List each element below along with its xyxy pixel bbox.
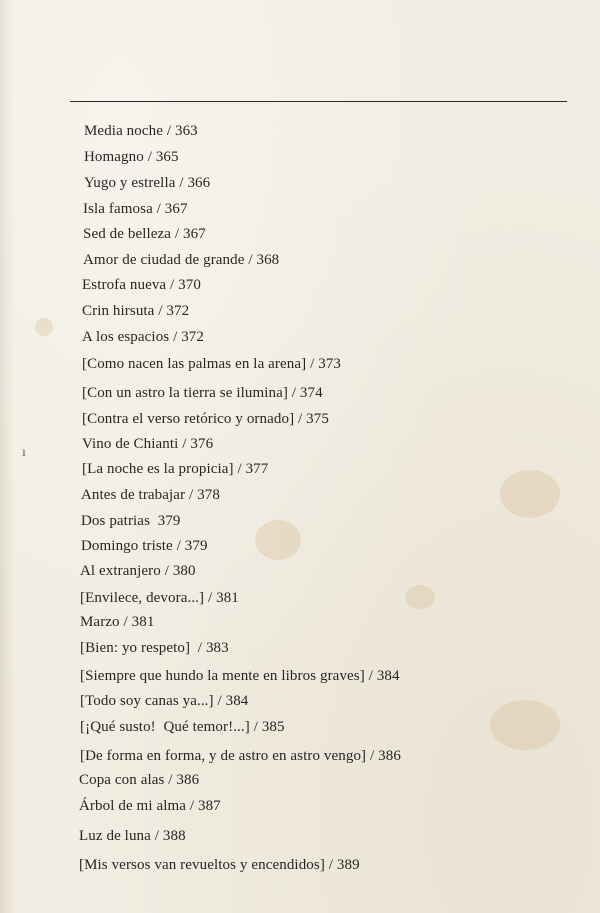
entry-separator: /: [185, 487, 198, 503]
toc-entry: [82, 276, 201, 294]
page-number: 372: [181, 329, 205, 345]
page-number: 388: [162, 828, 186, 844]
entry-separator: /: [160, 563, 173, 579]
entry-separator: /: [166, 277, 179, 293]
entry-title: Domingo triste: [81, 538, 173, 554]
page-number: 363: [174, 123, 198, 139]
toc-entry: [82, 384, 323, 402]
entry-title: Al extranjero: [80, 563, 161, 579]
page-number: 380: [172, 563, 196, 579]
entry-title: A los espacios: [82, 329, 170, 345]
entry-title: Luz de luna: [79, 828, 151, 844]
page-number: 383: [205, 640, 229, 656]
entry-title: Marzo: [80, 614, 120, 630]
page-number: 372: [166, 303, 190, 319]
page-number: 365: [155, 149, 179, 165]
entry-title: [Siempre que hundo la mente en libros graves]: [80, 668, 365, 684]
toc-entry: [80, 667, 400, 685]
toc-entry: [84, 174, 210, 192]
entry-separator: /: [175, 175, 188, 191]
entry-separator: /: [178, 436, 191, 452]
toc-entry: [82, 460, 268, 478]
toc-entry: [82, 302, 189, 320]
entry-separator: /: [119, 614, 132, 630]
toc-entry: [79, 797, 221, 815]
page-number: 389: [336, 857, 360, 873]
entry-separator: /: [169, 329, 182, 345]
entry-title: Estrofa nueva: [82, 277, 167, 293]
entry-title: Vino de Chianti: [82, 436, 179, 452]
toc-entry: [79, 827, 186, 845]
page-number: 385: [261, 719, 285, 735]
page-number: 386: [378, 748, 401, 764]
page-number: 366: [187, 175, 211, 191]
entry-separator: /: [287, 385, 300, 401]
entry-title: Dos patrias: [81, 513, 151, 529]
toc-entry: [82, 410, 329, 428]
entry-title: [Envilece, devora...]: [80, 590, 205, 606]
entry-separator: /: [364, 668, 377, 684]
entry-separator: /: [143, 149, 156, 165]
toc-entry: [84, 122, 198, 140]
page-number: 386: [176, 772, 200, 788]
entry-separator: /: [164, 772, 177, 788]
entry-separator: /: [190, 640, 206, 656]
toc-entry: [80, 613, 154, 631]
toc-entry: [80, 589, 239, 607]
toc-entry: [82, 328, 204, 346]
entry-separator: [150, 513, 158, 529]
entry-title: [Todo soy canas ya...]: [80, 693, 214, 709]
entry-title: [Como nacen las palmas en la arena]: [82, 356, 307, 372]
toc-entry: [80, 718, 285, 736]
entry-separator: /: [152, 201, 165, 217]
entry-separator: /: [233, 461, 246, 477]
entry-title: [La noche es la propicia]: [82, 461, 234, 477]
entry-separator: /: [186, 798, 198, 814]
page-number: 375: [306, 411, 329, 427]
page-number: 379: [184, 538, 208, 554]
toc-entry: [80, 562, 196, 580]
toc-entry: [79, 771, 199, 789]
page-number: 374: [299, 385, 323, 401]
entry-separator: /: [163, 123, 175, 139]
entry-separator: /: [154, 303, 167, 319]
entry-title: Copa con alas: [79, 772, 165, 788]
page-number: 370: [178, 277, 201, 293]
page-number: 376: [190, 436, 214, 452]
toc-entry: [83, 200, 188, 218]
entry-title: Homagno: [84, 149, 144, 165]
toc-entry: [83, 225, 206, 243]
entry-title: Sed de belleza: [83, 226, 172, 242]
entry-title: Isla famosa: [83, 201, 153, 217]
entry-title: Media noche: [84, 123, 163, 139]
entry-title: [Contra el verso retórico y ornado]: [82, 411, 295, 427]
toc-entry: [82, 435, 213, 453]
toc-entry: [80, 639, 229, 657]
toc-entry: [80, 692, 248, 710]
entry-separator: /: [294, 411, 307, 427]
entry-separator: /: [204, 590, 217, 606]
page-number: 367: [183, 226, 206, 242]
page-number: 387: [197, 798, 221, 814]
entry-title: [¡Qué susto! Qué temor!...]: [80, 719, 250, 735]
page-number: 377: [245, 461, 269, 477]
entry-separator: /: [150, 828, 163, 844]
toc-entry: [84, 148, 179, 166]
toc-entry: [83, 251, 279, 269]
entry-title: Árbol de mi alma: [79, 798, 186, 814]
page-number: 384: [225, 693, 249, 709]
entry-separator: /: [324, 857, 337, 873]
entry-separator: /: [366, 748, 379, 764]
entry-separator: /: [213, 693, 226, 709]
page-number: 379: [157, 513, 181, 529]
page-number: 373: [318, 356, 342, 372]
entry-title: [Con un astro la tierra se ilumina]: [82, 385, 288, 401]
toc-entry: [80, 747, 401, 765]
toc-entry: [81, 486, 220, 504]
toc-entry: [82, 355, 341, 373]
page-number: 381: [216, 590, 239, 606]
entry-title: Antes de trabajar: [81, 487, 186, 503]
entry-title: [Bien: yo respeto]: [80, 640, 191, 656]
entry-separator: /: [306, 356, 319, 372]
entry-separator: /: [172, 538, 185, 554]
entry-title: Crin hirsuta: [82, 303, 155, 319]
page-number: 367: [164, 201, 188, 217]
toc-entry: [81, 512, 181, 530]
page-number: 384: [376, 668, 400, 684]
entry-title: [Mis versos van revueltos y encendidos]: [79, 857, 325, 873]
entry-separator: /: [171, 226, 183, 242]
margin-mark: ı: [22, 445, 26, 460]
toc-entry: [79, 856, 360, 874]
entry-title: [De forma en forma, y de astro en astro vengo]: [80, 748, 367, 764]
entry-title: Amor de ciudad de grande: [83, 252, 245, 268]
page-number: 368: [256, 252, 280, 268]
entry-title: Yugo y estrella: [84, 175, 176, 191]
entry-separator: /: [249, 719, 262, 735]
entry-separator: /: [244, 252, 257, 268]
toc-entry: [81, 537, 208, 555]
page-number: 381: [131, 614, 155, 630]
page-number: 378: [197, 487, 220, 503]
